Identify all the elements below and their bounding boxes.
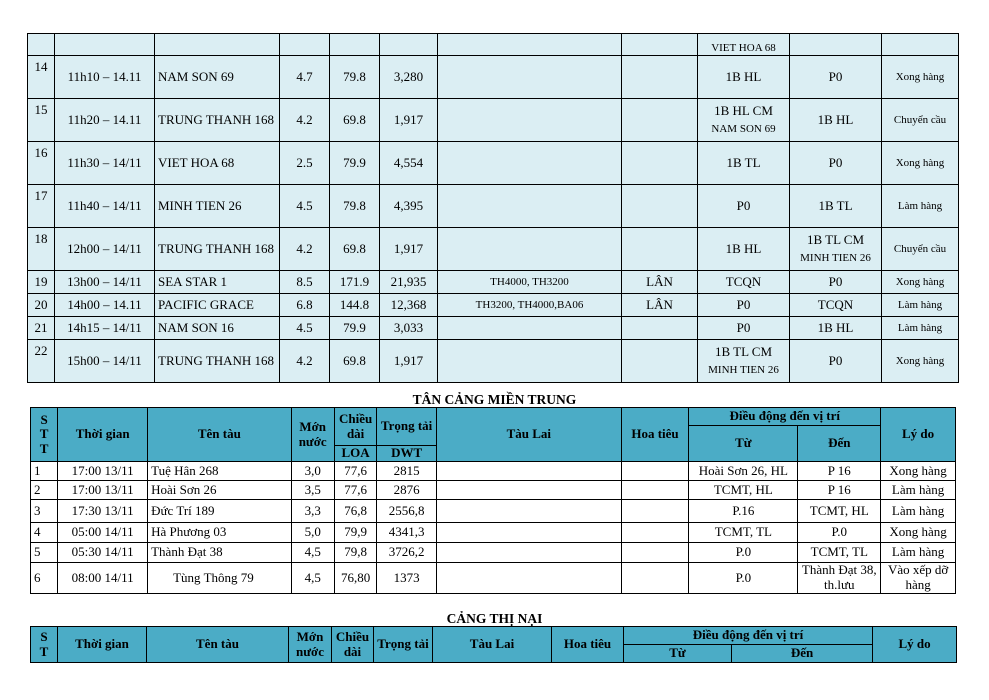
tug-cell [436, 563, 621, 594]
header-reason: Lý do [881, 408, 956, 462]
time-cell: 12h00 – 14/11 [55, 228, 155, 271]
to-cell-sub: MINH TIEN 26 [800, 252, 871, 265]
ship-name-cell: NAM SON 16 [155, 317, 280, 340]
header-ship: Tên tàu [147, 627, 289, 663]
header-length: Chiều dài [332, 627, 374, 663]
to-cell: P.0 [798, 523, 881, 543]
section-title-thi-nai: CẢNG THỊ NẠI [446, 611, 543, 626]
dwt-cell: 21,935 [380, 271, 438, 294]
from-cell: P.16 [689, 500, 798, 523]
header-stt: S T [31, 627, 58, 663]
from-cell: P.0 [689, 563, 798, 594]
ship-name-cell: MINH TIEN 26 [155, 185, 280, 228]
reason-cell: Vào xếp dỡ hàng [881, 563, 956, 594]
table-row [31, 523, 956, 543]
header-to: Đến [732, 645, 873, 663]
loa-cell: 77,6 [334, 481, 376, 500]
draft-cell: 2.5 [280, 142, 330, 185]
table-row [28, 56, 959, 99]
stt-cell: 20 [28, 294, 55, 317]
schedule-table-thi-nai [30, 626, 957, 663]
loa-cell: 144.8 [330, 294, 380, 317]
header-dwt: Trọng tải [377, 408, 437, 446]
ship-name-cell: Hoài Sơn 26 [148, 481, 291, 500]
tug-cell [436, 481, 621, 500]
stt-cell: 2 [31, 481, 58, 500]
to-cell: P0 [790, 56, 882, 99]
draft-cell: 4.7 [280, 56, 330, 99]
tug-cell [438, 142, 622, 185]
ship-name-cell: VIET HOA 68 [155, 142, 280, 185]
header-dwt: Trọng tải [374, 627, 433, 663]
time-cell: 11h30 – 14/11 [55, 142, 155, 185]
from-cell: P0 [698, 185, 790, 228]
dwt-cell: 2876 [377, 481, 437, 500]
tug-cell [436, 500, 621, 523]
stt-cell: 19 [28, 271, 55, 294]
reason-cell: Xong hàng [881, 523, 956, 543]
from-cell: P0 [698, 294, 790, 317]
time-cell: 13h00 – 14/11 [55, 271, 155, 294]
tug-cell [436, 523, 621, 543]
stt-cell: 15 [28, 99, 55, 142]
ship-name-cell: TRUNG THANH 168 [155, 228, 280, 271]
dwt-cell: 1373 [377, 563, 437, 594]
ship-name-cell: SEA STAR 1 [155, 271, 280, 294]
from-cell: TCMT, HL [689, 481, 798, 500]
header-tug: Tàu Lai [436, 408, 621, 462]
to-cell: TCMT, HL [798, 500, 881, 523]
pilot-cell [622, 317, 698, 340]
table-row [28, 142, 959, 185]
from-cell-main: 1B TL CM [714, 344, 773, 360]
draft-cell: 3,0 [291, 462, 334, 481]
header-draft: Mớn nước [291, 408, 334, 462]
ship-name-cell: TRUNG THANH 168 [155, 99, 280, 142]
from-cell: 1B HL [698, 228, 790, 271]
time-cell: 17:00 13/11 [58, 481, 148, 500]
table-row [28, 271, 959, 294]
ship-name-cell: Đức Trí 189 [148, 500, 291, 523]
reason-cell: Làm hàng [881, 500, 956, 523]
reason-cell: Xong hàng [882, 340, 959, 383]
draft-cell: 4,5 [291, 543, 334, 563]
draft-cell: 4.2 [280, 228, 330, 271]
header-move: Điều động đến vị trí [689, 408, 881, 426]
tug-cell [436, 543, 621, 563]
time-cell: 11h40 – 14/11 [55, 185, 155, 228]
header-time: Thời gian [58, 408, 148, 462]
pilot-cell [621, 543, 689, 563]
loa-cell: 79.9 [330, 317, 380, 340]
reason-cell: Xong hàng [882, 56, 959, 99]
from-cell: 1B TL [698, 142, 790, 185]
table-row [28, 34, 959, 56]
pilot-cell [621, 462, 689, 481]
header-time: Thời gian [58, 627, 147, 663]
draft-cell: 3,3 [291, 500, 334, 523]
dwt-cell: 2556,8 [377, 500, 437, 523]
pilot-cell [621, 481, 689, 500]
draft-cell: 3,5 [291, 481, 334, 500]
from-cell [698, 99, 790, 142]
reason-cell: Làm hàng [881, 481, 956, 500]
ship-name-cell: Hà Phương 03 [148, 523, 291, 543]
pilot-cell [622, 142, 698, 185]
reason-cell: Làm hàng [882, 317, 959, 340]
header-loa: LOA [334, 446, 376, 462]
tug-cell [438, 340, 622, 383]
loa-cell: 79.9 [330, 142, 380, 185]
stt-cell: 21 [28, 317, 55, 340]
dwt-cell: 1,917 [380, 99, 438, 142]
to-cell: P0 [790, 142, 882, 185]
ship-name-cell: TRUNG THANH 168 [155, 340, 280, 383]
header-draft: Mớn nước [289, 627, 332, 663]
stt-cell: 16 [28, 142, 55, 185]
table-row [31, 500, 956, 523]
table-row [28, 99, 959, 142]
pilot-cell [622, 185, 698, 228]
header-stt: S T T [31, 408, 58, 462]
to-cell: TCQN [790, 294, 882, 317]
from-cell: P0 [698, 317, 790, 340]
from-cell: TCMT, TL [689, 523, 798, 543]
reason-cell: Làm hàng [881, 543, 956, 563]
loa-cell: 69.8 [330, 228, 380, 271]
header-ship: Tên tàu [148, 408, 291, 462]
header-from: Từ [624, 645, 732, 663]
table-row [28, 228, 959, 271]
ship-name-cell: NAM SON 69 [155, 56, 280, 99]
from-cell: TCQN [698, 271, 790, 294]
loa-cell: 79,8 [334, 543, 376, 563]
dwt-cell: 2815 [377, 462, 437, 481]
loa-cell: 171.9 [330, 271, 380, 294]
header-to: Đến [798, 426, 881, 462]
pilot-cell [622, 56, 698, 99]
reason-cell: Làm hàng [882, 185, 959, 228]
loa-cell: 77,6 [334, 462, 376, 481]
stt-cell: 17 [28, 185, 55, 228]
stt-cell: 5 [31, 543, 58, 563]
dwt-cell: 4,395 [380, 185, 438, 228]
loa-cell: 79,9 [334, 523, 376, 543]
header-length: Chiều dài [334, 408, 376, 446]
to-cell: P0 [790, 271, 882, 294]
pilot-cell [622, 99, 698, 142]
stt-cell: 4 [31, 523, 58, 543]
ship-name-cell: Tùng Thông 79 [148, 563, 291, 594]
dwt-cell: 1,917 [380, 228, 438, 271]
reason-cell: Làm hàng [882, 294, 959, 317]
header-tug: Tàu Lai [433, 627, 552, 663]
draft-cell: 4.5 [280, 317, 330, 340]
header-move: Điều động đến vị trí [624, 627, 873, 645]
loa-cell: 79.8 [330, 185, 380, 228]
to-cell: TCMT, TL [798, 543, 881, 563]
header-pilot: Hoa tiêu [552, 627, 624, 663]
reason-cell: Xong hàng [881, 462, 956, 481]
dwt-cell: 3,280 [380, 56, 438, 99]
to-cell-main: 1B TL CM [806, 232, 865, 248]
time-cell: 11h20 – 14.11 [55, 99, 155, 142]
from-cell-sub: NAM SON 69 [711, 123, 776, 136]
tug-cell [438, 99, 622, 142]
from-cell: VIET HOA 68 [698, 34, 790, 56]
header-pilot: Hoa tiêu [621, 408, 689, 462]
section-title-tan-cang: TÂN CẢNG MIỀN TRUNG [412, 392, 577, 407]
table-row [31, 462, 956, 481]
pilot-cell [621, 523, 689, 543]
loa-cell: 76,80 [334, 563, 376, 594]
tug-cell [438, 185, 622, 228]
tug-cell [438, 228, 622, 271]
header-from: Từ [689, 426, 798, 462]
stt-cell: 1 [31, 462, 58, 481]
table-row [28, 185, 959, 228]
to-cell: 1B HL [790, 317, 882, 340]
reason-cell: Chuyển cầu [882, 228, 959, 271]
to-cell: Thành Đạt 38, th.lưu [798, 563, 881, 594]
ship-name-cell: Tuệ Hân 268 [148, 462, 291, 481]
to-cell: P 16 [798, 462, 881, 481]
pilot-cell [621, 563, 689, 594]
stt-cell: 18 [28, 228, 55, 271]
table-row [31, 543, 956, 563]
loa-cell: 69.8 [330, 99, 380, 142]
time-cell: 15h00 – 14/11 [55, 340, 155, 383]
dwt-cell: 3726,2 [377, 543, 437, 563]
draft-cell: 8.5 [280, 271, 330, 294]
from-cell: 1B HL [698, 56, 790, 99]
header-dwt-unit: DWT [377, 446, 437, 462]
dwt-cell: 12,368 [380, 294, 438, 317]
schedule-table-tan-cang [30, 407, 956, 594]
schedule-table-top [27, 33, 959, 383]
dwt-cell: 4,554 [380, 142, 438, 185]
dwt-cell: 4341,3 [377, 523, 437, 543]
time-cell: 14h00 – 14.11 [55, 294, 155, 317]
pilot-cell [622, 228, 698, 271]
from-cell: Hoài Sơn 26, HL [689, 462, 798, 481]
to-cell [790, 228, 882, 271]
time-cell: 05:00 14/11 [58, 523, 148, 543]
time-cell: 08:00 14/11 [58, 563, 148, 594]
from-cell: P.0 [689, 543, 798, 563]
draft-cell: 6.8 [280, 294, 330, 317]
from-cell-main: 1B HL CM [714, 103, 773, 119]
reason-cell: Xong hàng [882, 271, 959, 294]
stt-cell: 22 [28, 340, 55, 383]
stt-cell: 14 [28, 56, 55, 99]
time-cell: 14h15 – 14/11 [55, 317, 155, 340]
draft-cell: 5,0 [291, 523, 334, 543]
pilot-cell [621, 500, 689, 523]
table-row [28, 317, 959, 340]
from-cell [698, 340, 790, 383]
to-cell: P 16 [798, 481, 881, 500]
draft-cell: 4.2 [280, 340, 330, 383]
tug-cell [438, 56, 622, 99]
loa-cell: 69.8 [330, 340, 380, 383]
stt-cell: 3 [31, 500, 58, 523]
tug-cell [438, 317, 622, 340]
time-cell: 17:30 13/11 [58, 500, 148, 523]
from-cell-sub: MINH TIEN 26 [708, 364, 779, 377]
to-cell: 1B HL [790, 99, 882, 142]
tug-cell: TH3200, TH4000,BA06 [438, 294, 622, 317]
header-reason: Lý do [873, 627, 957, 663]
time-cell: 05:30 14/11 [58, 543, 148, 563]
table-row [28, 294, 959, 317]
table-row [28, 340, 959, 383]
draft-cell: 4.2 [280, 99, 330, 142]
ship-name-cell: Thành Đạt 38 [148, 543, 291, 563]
pilot-cell: LÂN [622, 271, 698, 294]
to-cell: 1B TL [790, 185, 882, 228]
table-row [31, 481, 956, 500]
tug-cell: TH4000, TH3200 [438, 271, 622, 294]
loa-cell: 79.8 [330, 56, 380, 99]
reason-cell: Xong hàng [882, 142, 959, 185]
pilot-cell [622, 340, 698, 383]
dwt-cell: 1,917 [380, 340, 438, 383]
pilot-cell: LÂN [622, 294, 698, 317]
reason-cell: Chuyển cầu [882, 99, 959, 142]
ship-name-cell: PACIFIC GRACE [155, 294, 280, 317]
dwt-cell: 3,033 [380, 317, 438, 340]
draft-cell: 4,5 [291, 563, 334, 594]
to-cell: P0 [790, 340, 882, 383]
tug-cell [436, 462, 621, 481]
time-cell: 17:00 13/11 [58, 462, 148, 481]
draft-cell: 4.5 [280, 185, 330, 228]
table-row [31, 563, 956, 594]
loa-cell: 76,8 [334, 500, 376, 523]
stt-cell: 6 [31, 563, 58, 594]
time-cell: 11h10 – 14.11 [55, 56, 155, 99]
